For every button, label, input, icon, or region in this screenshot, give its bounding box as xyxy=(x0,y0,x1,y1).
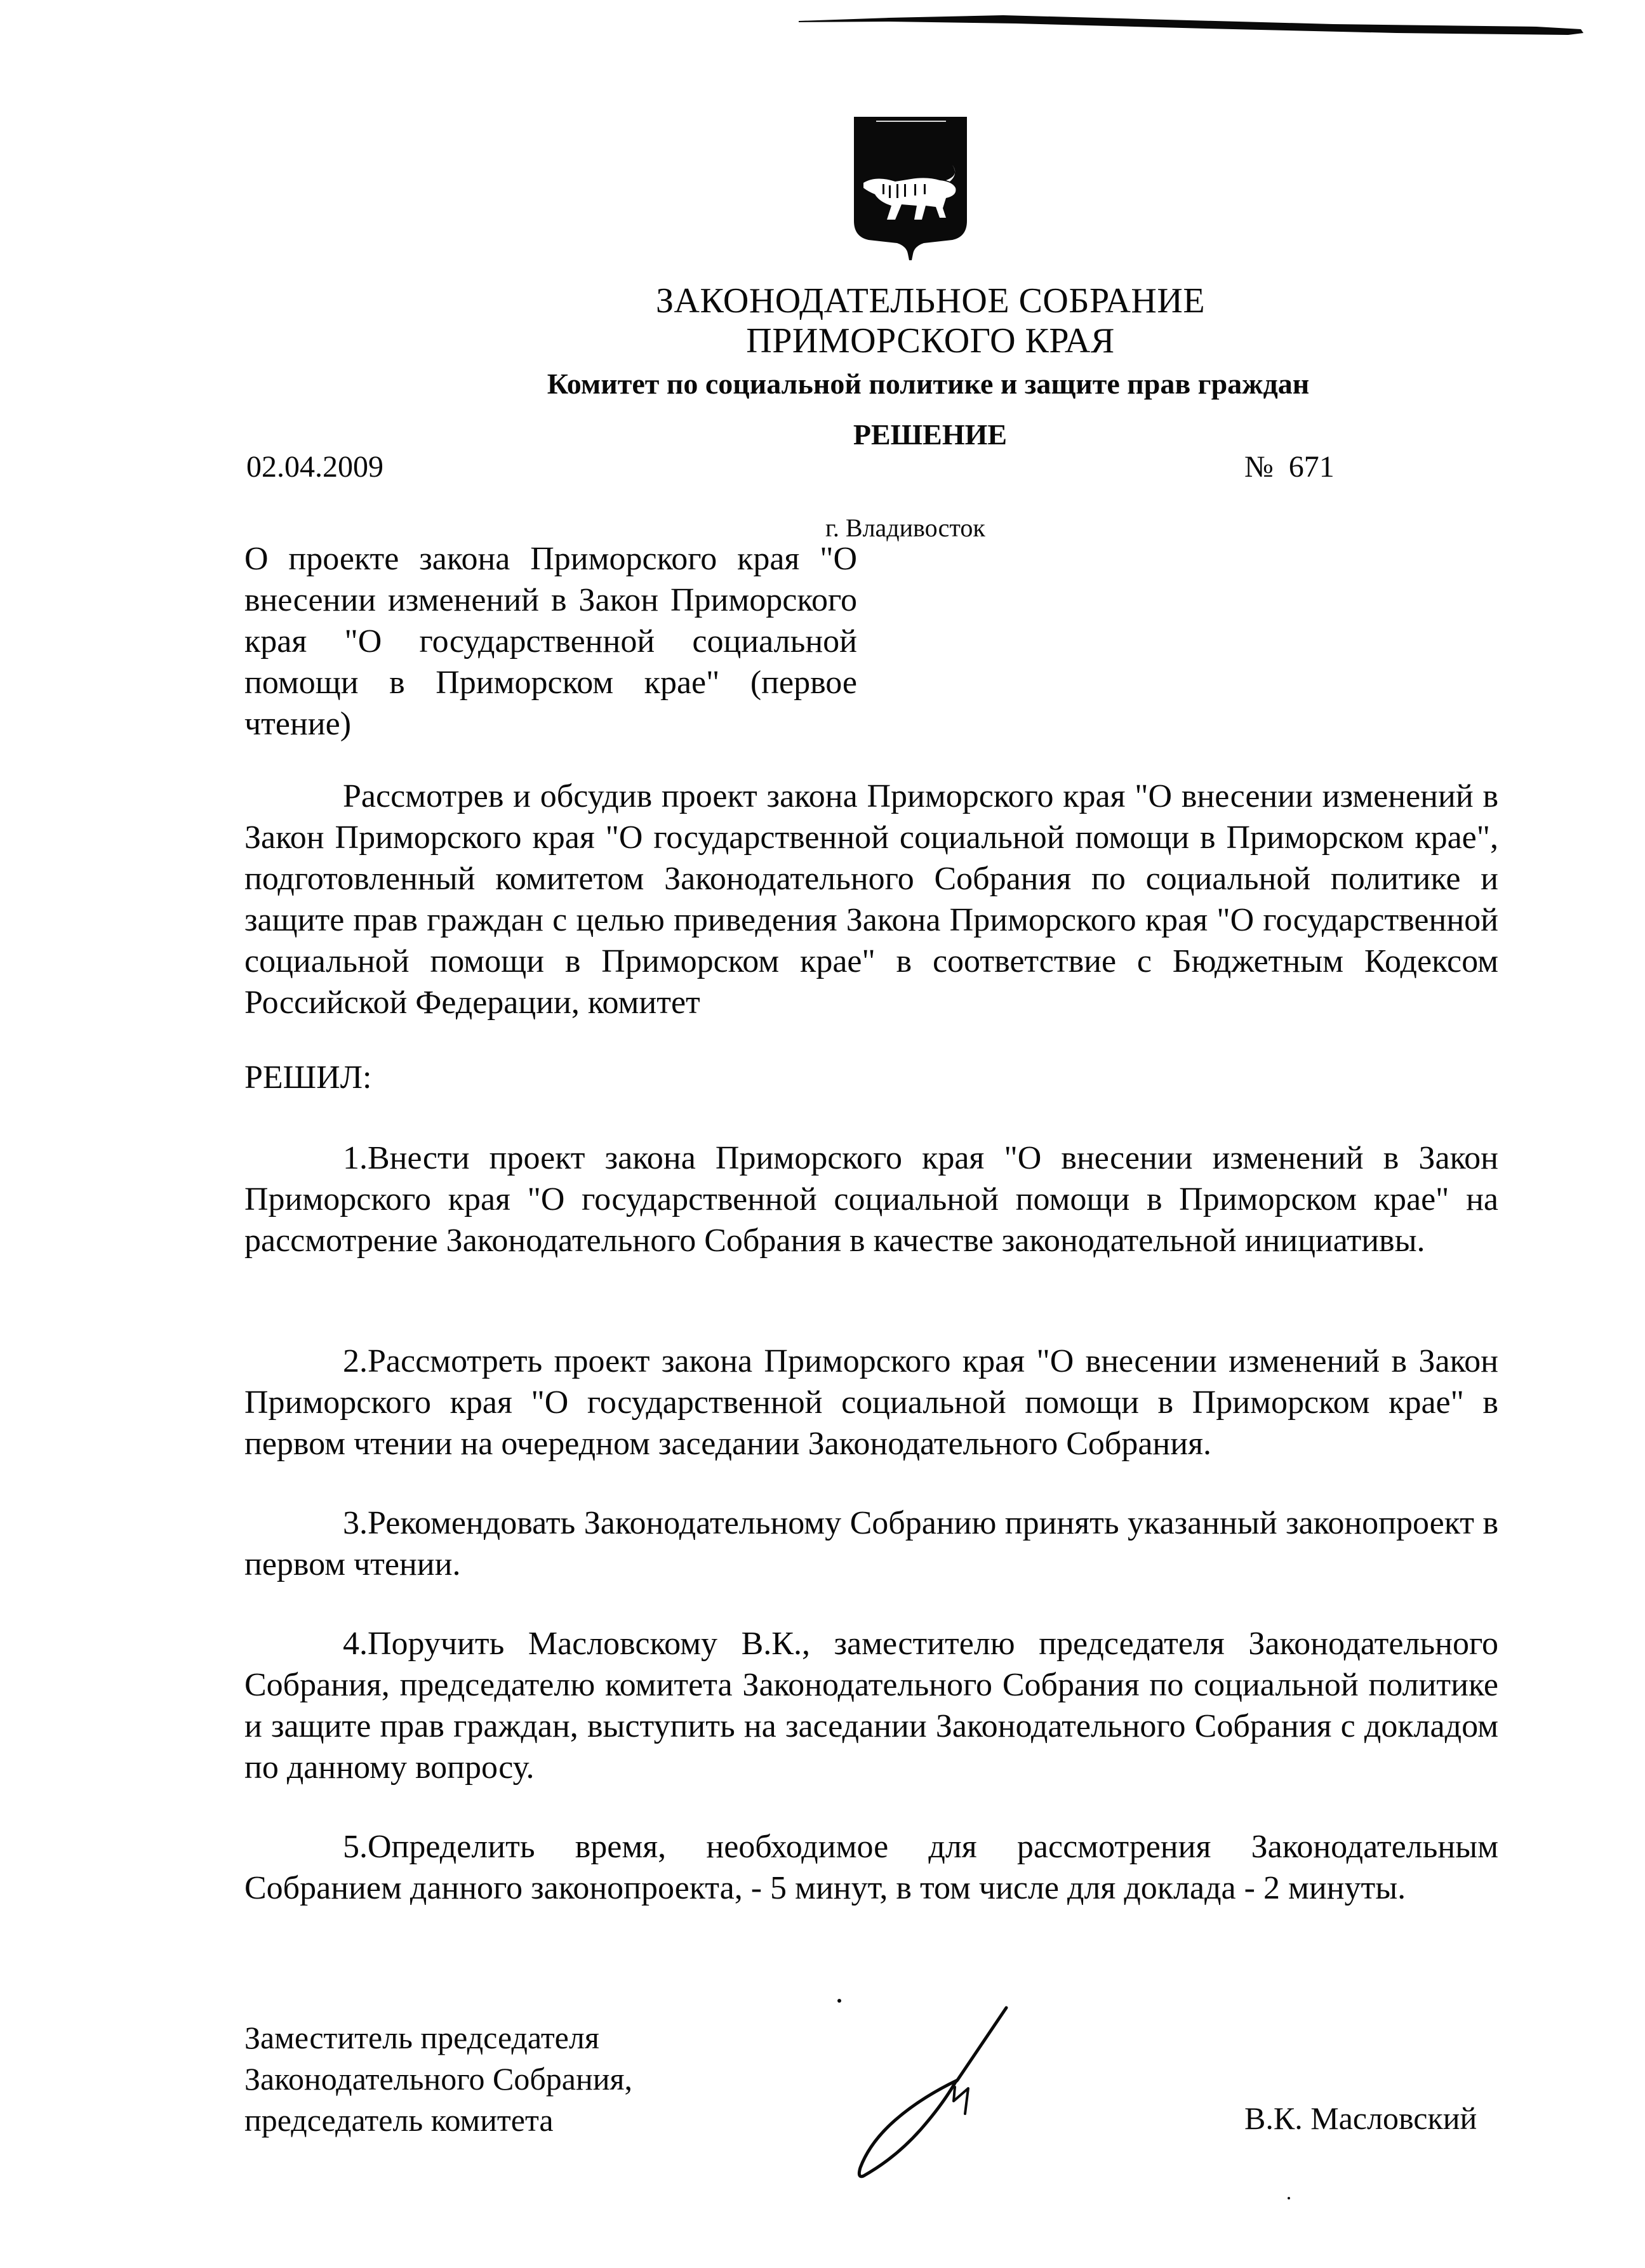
resolution-item: 2.Рассмотреть проект закона Приморского края "О внесении изменений в Закон Приморского края "О государственной социальной помощи в Приморском крае" в первом чтении на очередном заседании Законодательного Собрания. xyxy=(244,1343,1498,1462)
organization-name-line1: ЗАКОНОДАТЕЛЬНОЕ СОБРАНИЕ xyxy=(655,281,1206,321)
document-city: г. Владивосток xyxy=(825,514,985,542)
resolution-item: 1.Внести проект закона Приморского края "О внесении изменений в Закон Приморского края "О государственной социальной помощи в Приморском крае" на рассмотрение Законодательного Собрания в качестве законодательной инициативы. xyxy=(244,1140,1498,1259)
scan-speck xyxy=(1288,2197,1290,2199)
handwritten-signature xyxy=(825,1993,1029,2190)
document-type: РЕШЕНИЕ xyxy=(853,418,1008,451)
organization-name-line2: ПРИМОРСКОГО КРАЯ xyxy=(746,321,1115,361)
intro-paragraph: Рассмотрев и обсудив проект закона Приморского края "О внесении изменений в Закон Приморского края "О государственной социальной помощи в Приморском крае", подготовленный комитетом Законодательного Собрания по социальной политике и защите прав граждан с целью приведения Закона Приморского края "О государственной социальной помощи в Приморском крае" в соответствие с Бюджетным Кодексом Российской Федерации, комитет xyxy=(244,778,1498,1021)
signatory-name: В.К. Масловский xyxy=(1244,2100,1477,2136)
resolved-label: РЕШИЛ: xyxy=(244,1059,372,1096)
scan-edge-streak xyxy=(0,0,1645,57)
resolution-item: 5.Определить время, необходимое для рассмотрения Законодательным Собранием данного законопроекта, - 5 минут, в том числе для доклада - 2 минуты. xyxy=(244,1829,1498,1906)
committee-name: Комитет по социальной политике и защите прав граждан xyxy=(547,368,1310,400)
resolution-item: 3.Рекомендовать Законодательному Собранию принять указанный законопроект в первом чтении. xyxy=(244,1505,1498,1582)
signatory-title-line: Заместитель председателя xyxy=(244,2020,599,2055)
signatory-title-line: председатель комитета xyxy=(244,2102,554,2138)
resolution-item: 4.Поручить Масловскому В.К., заместителю председателя Законодательного Собрания, председателю комитета Законодательного Собрания по социальной политике и защите прав граждан, выступить на заседании Законодательного Собрания с докладом по данному вопросу. xyxy=(244,1626,1498,1786)
signatory-title xyxy=(244,2017,632,2141)
document-date: 02.04.2009 xyxy=(246,450,383,484)
signatory-title-line: Законодательного Собрания, xyxy=(244,2061,632,2097)
document-number: № 671 xyxy=(1244,450,1335,484)
document-subject: О проекте закона Приморского края "О внесении изменений в Закон Приморского края "О государственной социальной помощи в Приморском крае" (первое чтение) xyxy=(244,541,857,742)
coat-of-arms-emblem xyxy=(851,113,971,260)
